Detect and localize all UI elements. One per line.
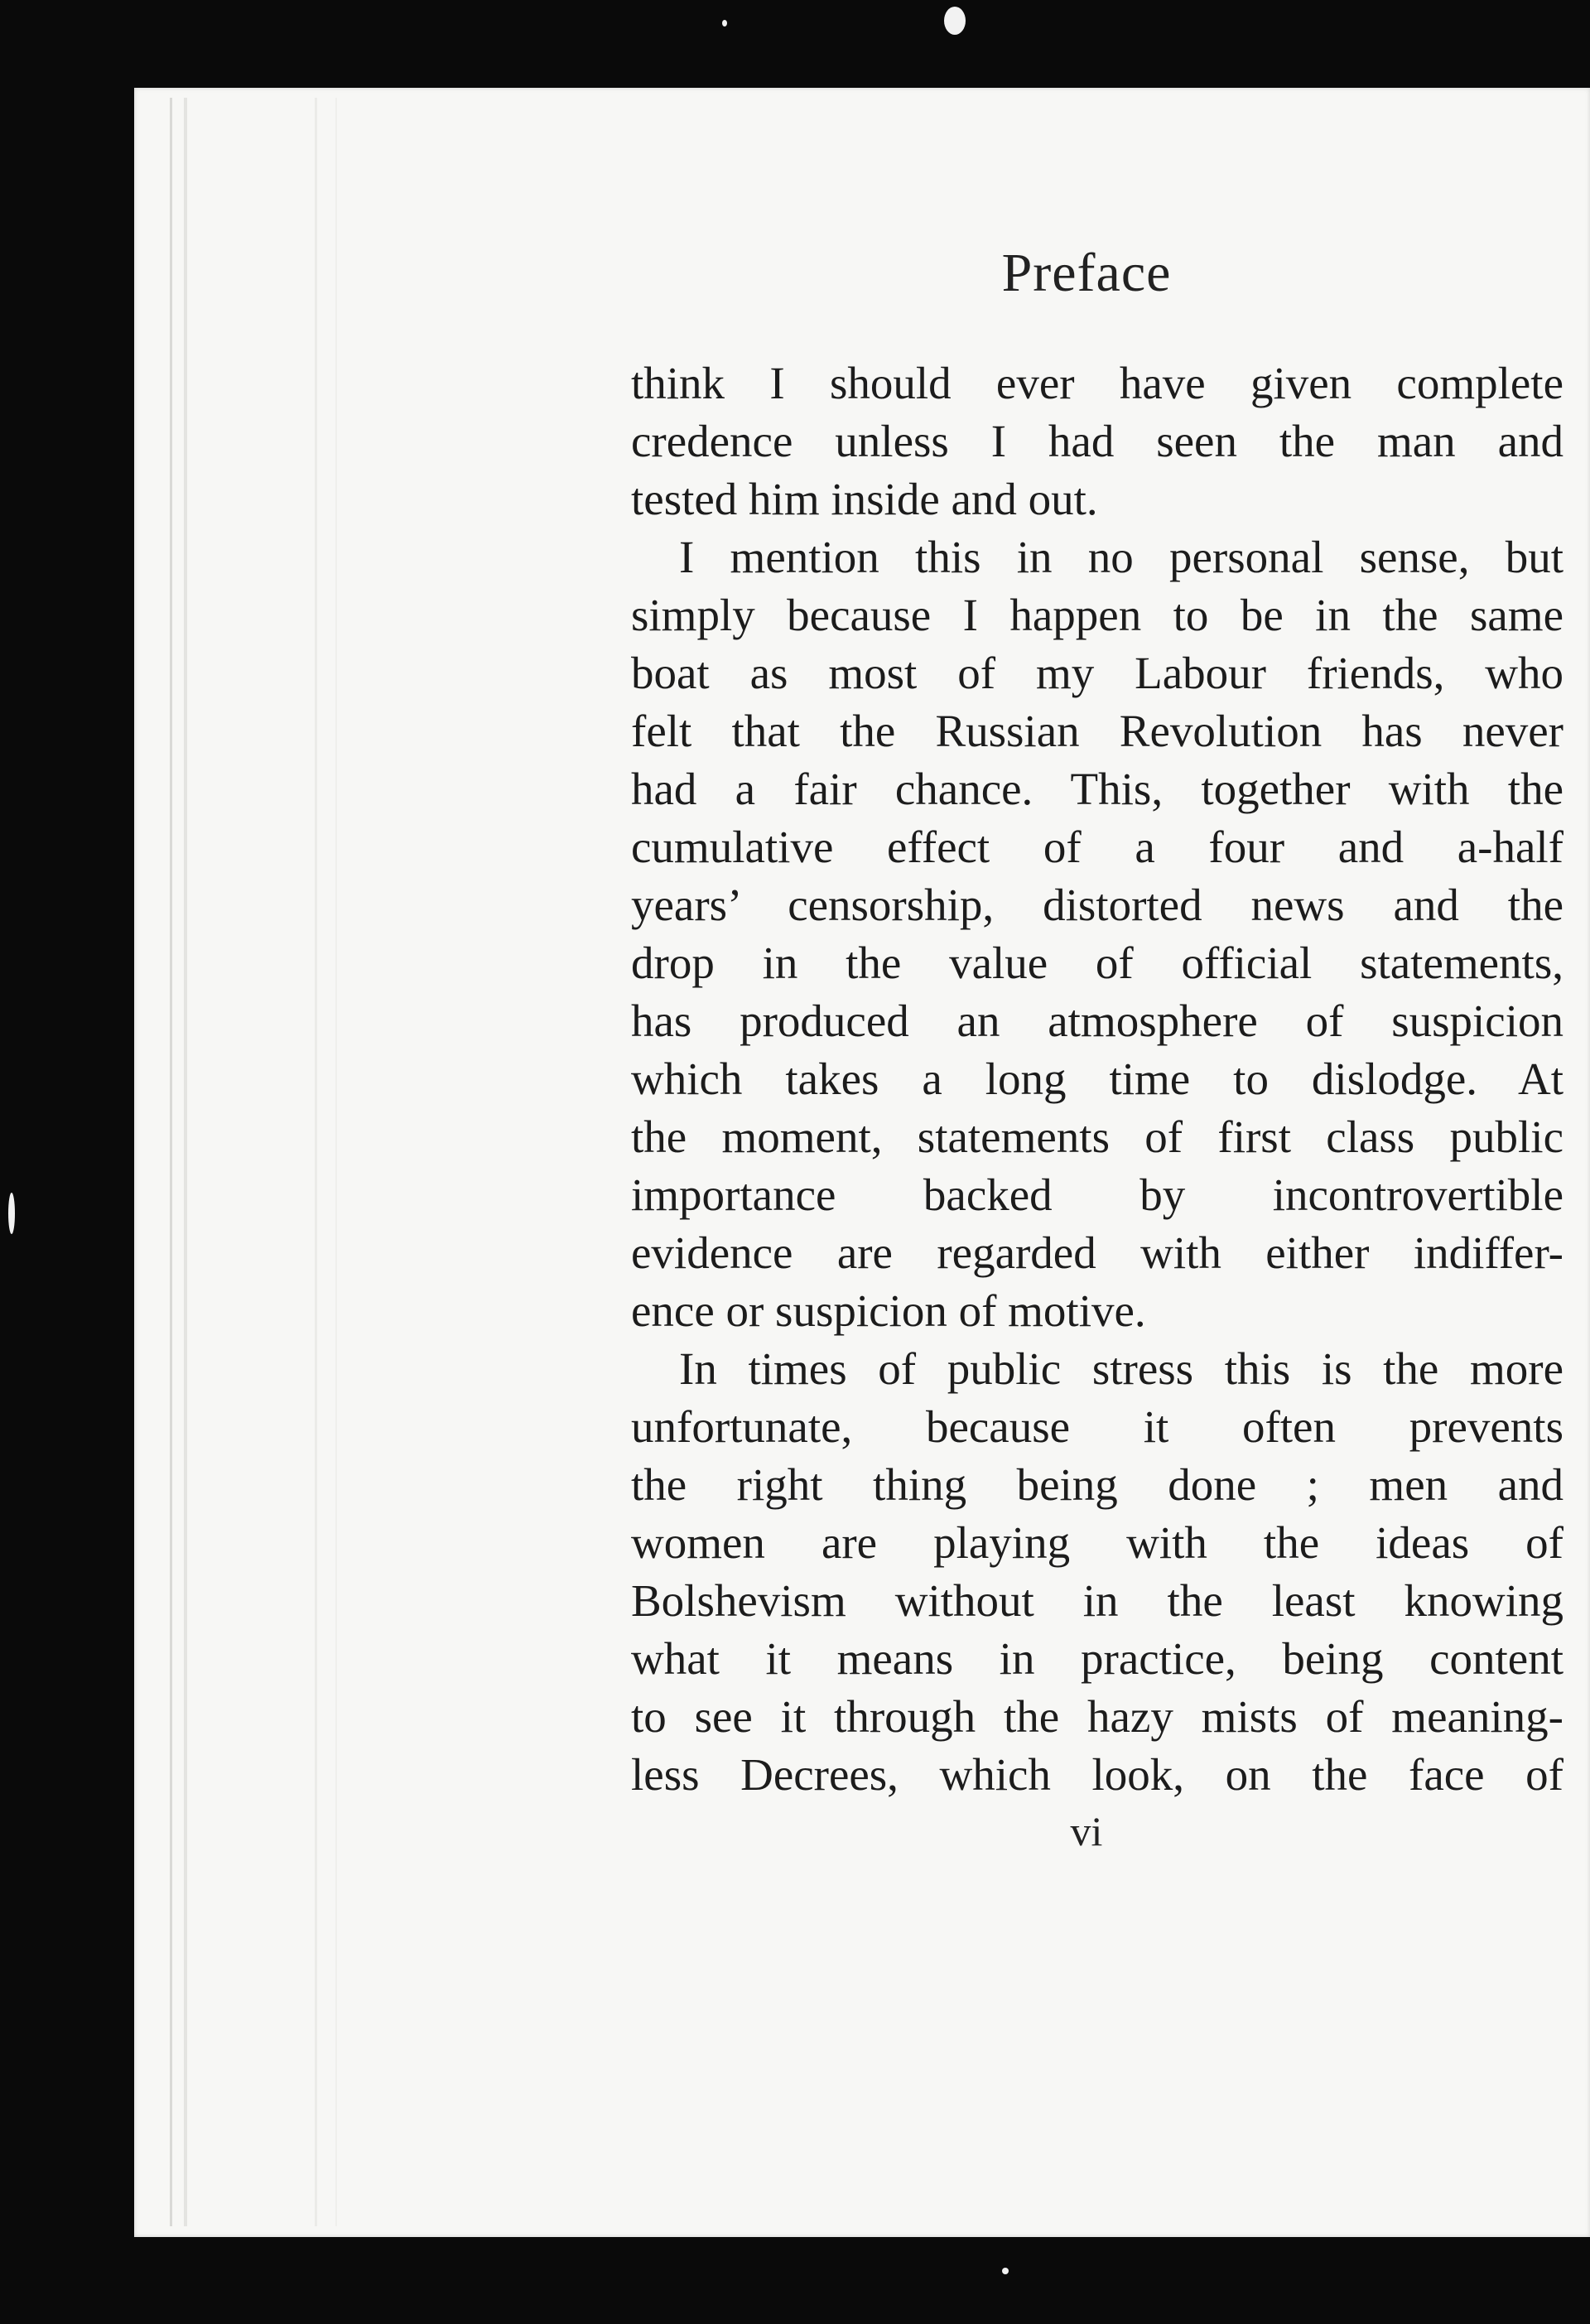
text-line: I mention this in no personal sense, but [679,532,1564,582]
text-line: cumulative effect of a four and a-half [631,822,1564,872]
text-line: ence or suspicion of motive. [631,1285,1146,1336]
scan-speck [8,1193,15,1234]
text-line: unfortunate, because it often prevents [631,1401,1564,1452]
text-line: has produced an atmosphere of suspicion [631,996,1564,1046]
text-line: less Decrees, which look, on the face of [631,1749,1564,1800]
text-line: In times of public stress this is the more [679,1343,1564,1394]
gutter-fold-line [170,98,172,2226]
text-line: credence unless I had seen the man and [631,416,1564,466]
text-line: years’ censorship, distorted news and the [631,880,1564,930]
text-line: which takes a long time to dislodge. At [631,1054,1564,1104]
text-line: simply because I happen to be in the same [631,590,1564,640]
gutter-fold-line [335,98,337,2226]
scan-speck [944,7,966,35]
text-line: to see it through the hazy mists of meaning- [631,1691,1564,1742]
text-line: Bolshevism without in the least knowing [631,1575,1564,1626]
text-line: the right thing being done ; men and [631,1459,1564,1510]
scan-speck [722,20,727,27]
text-line: importance backed by incontrovertible [631,1169,1564,1220]
running-head: Preface [1001,243,1172,303]
gutter-fold-line [184,98,187,2226]
text-line: had a fair chance. This, together with the [631,764,1564,814]
scan-speck [1002,2268,1009,2274]
text-line: drop in the value of official statements, [631,938,1564,988]
text-line: boat as most of my Labour friends, who [631,648,1564,698]
text-line: felt that the Russian Revolution has never [631,706,1564,756]
text-line: evidence are regarded with either indiffer- [631,1227,1564,1278]
body-text [631,354,1564,1804]
text-line: think I should ever have given complete [631,358,1564,408]
text-line: what it means in practice, being content [631,1633,1564,1684]
text-line: the moment, statements of first class public [631,1111,1564,1162]
text-line: tested him inside and out. [631,474,1098,524]
text-line: women are playing with the ideas of [631,1517,1564,1568]
gutter-fold-line [315,98,317,2226]
page-number: vi [1070,1808,1103,1854]
